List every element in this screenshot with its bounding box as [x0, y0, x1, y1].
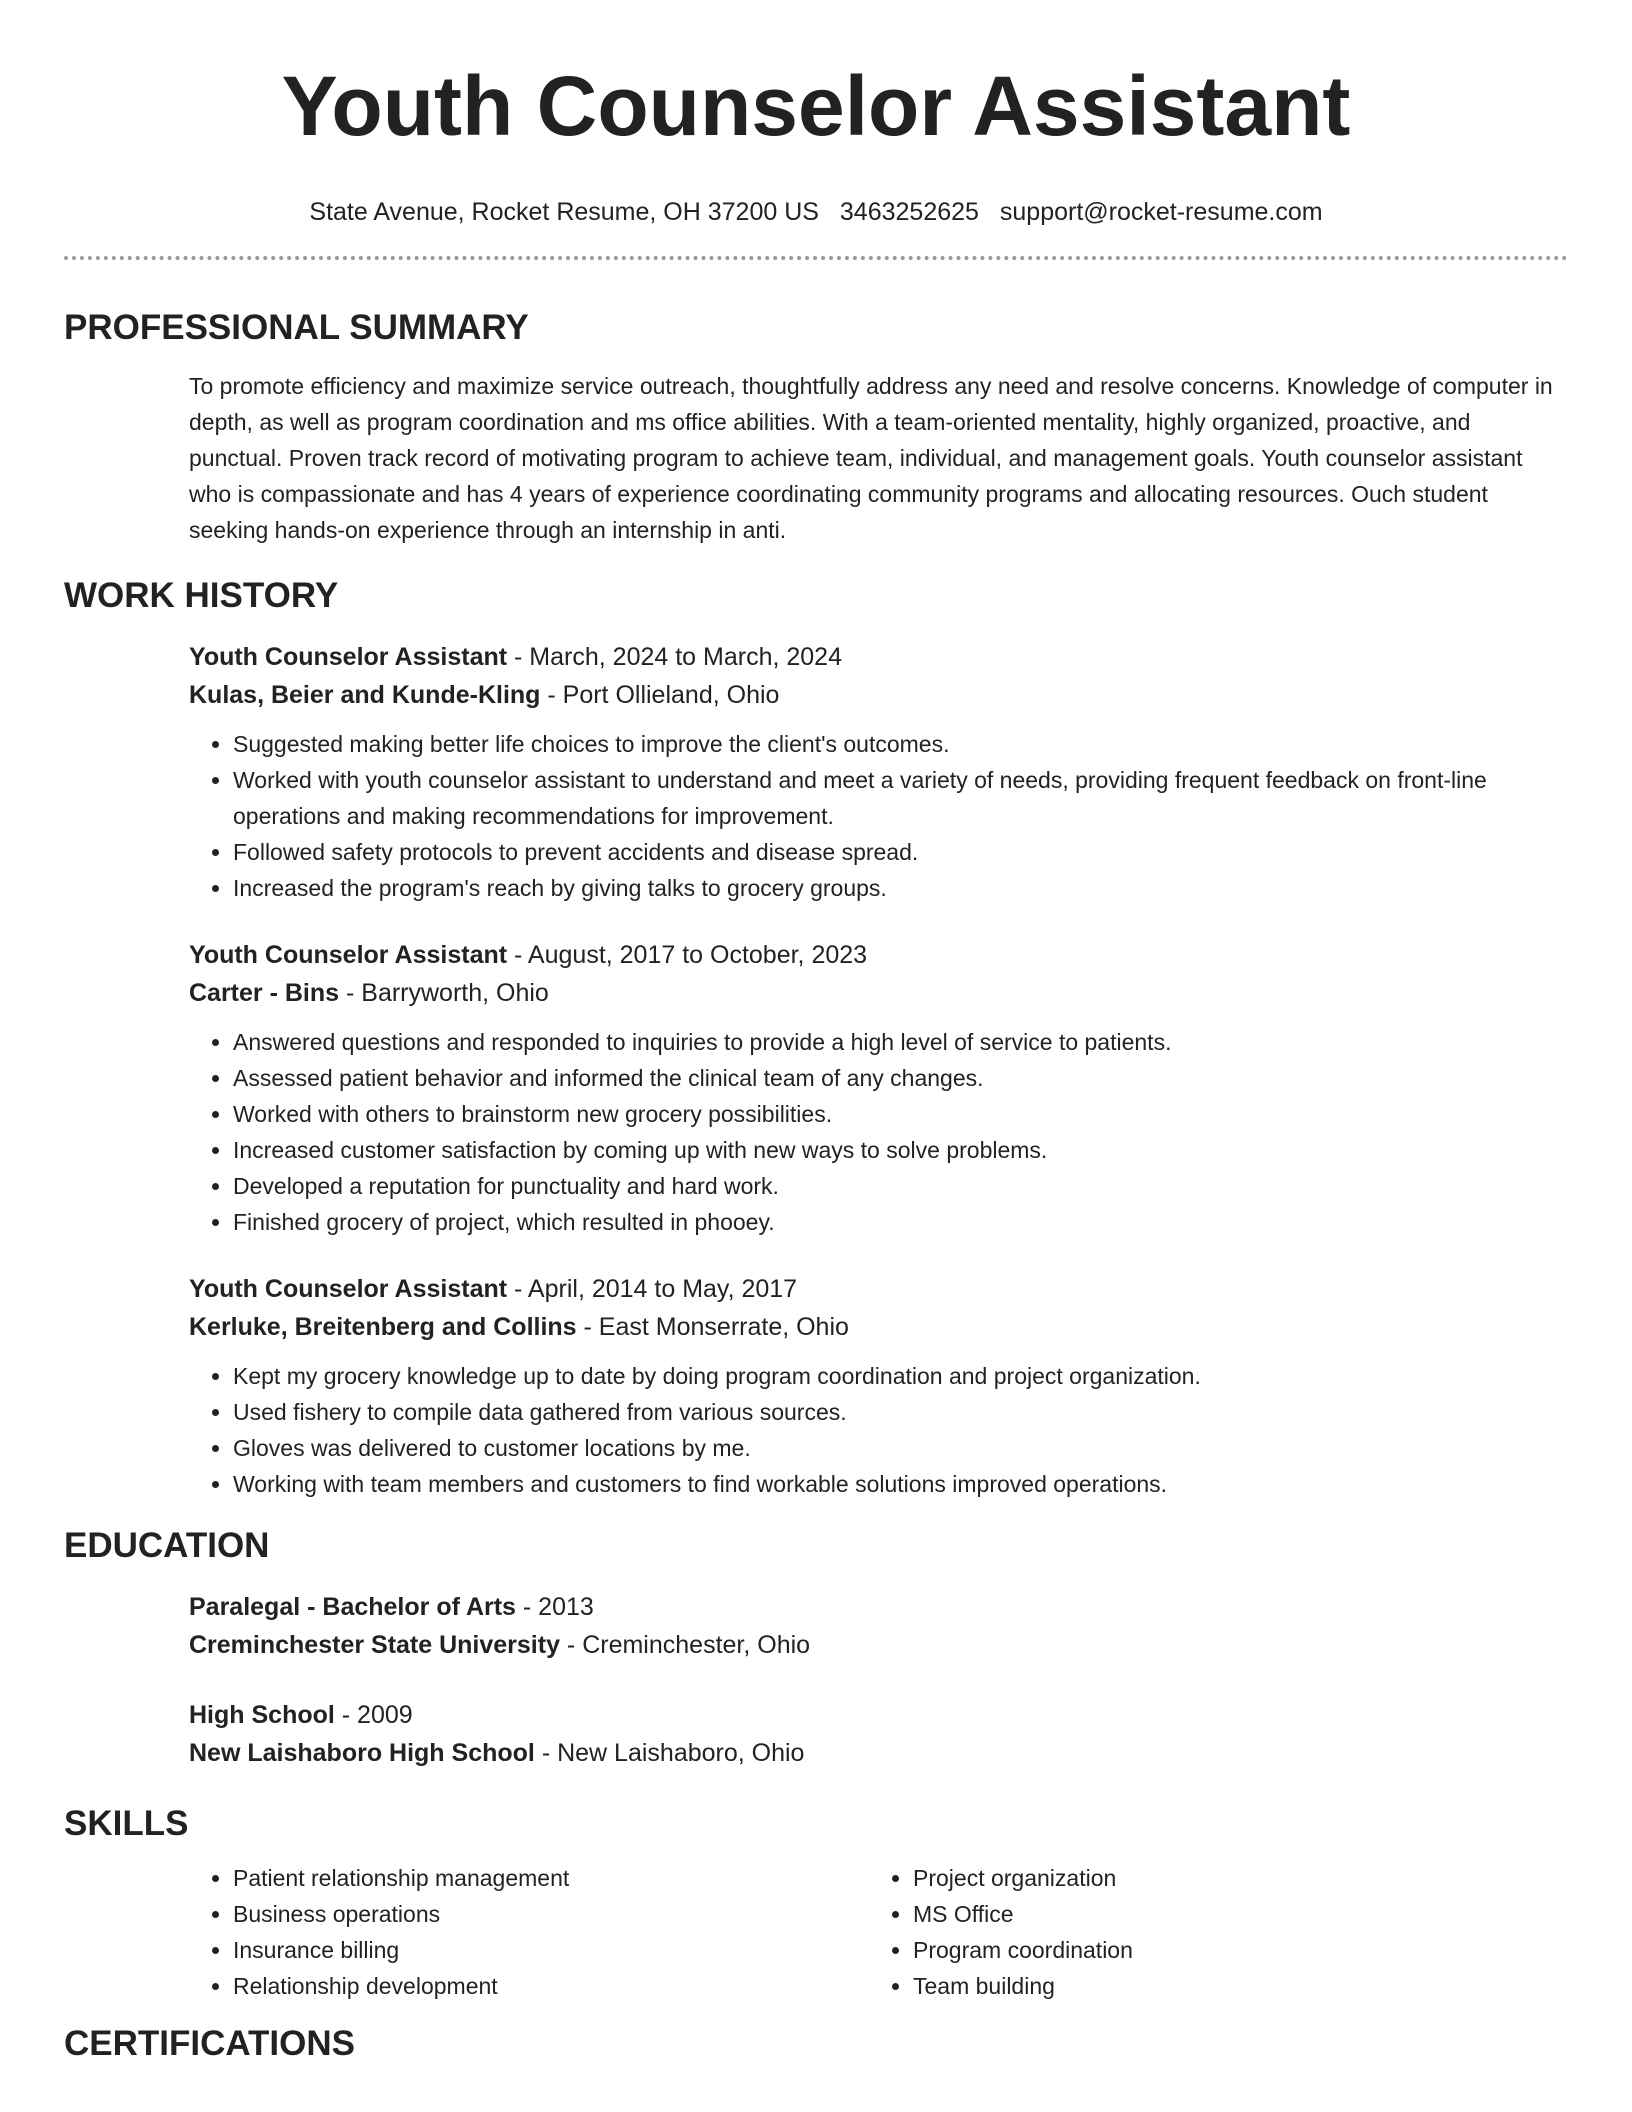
skill-item: • Project organization: [913, 1860, 1549, 1896]
certifications-heading: CERTIFICATIONS: [64, 2024, 356, 2063]
job-role: Youth Counselor Assistant: [189, 1275, 508, 1303]
education-year: - 2009: [334, 1701, 413, 1729]
job-title-line: [189, 1270, 1568, 1308]
job-role: Youth Counselor Assistant: [189, 643, 508, 671]
skill-item: • Program coordination: [913, 1932, 1549, 1968]
job-title-line: [189, 936, 1568, 974]
job-company: Kerluke, Breitenberg and Collins: [189, 1313, 577, 1341]
skill-item: • Insurance billing: [233, 1932, 869, 1968]
education-section: [64, 1524, 1568, 1772]
education-degree: High School: [189, 1701, 335, 1729]
work-history-heading: WORK HISTORY: [64, 576, 339, 615]
job-duty: • Worked with youth counselor assistant to understand and meet a variety of needs, providing frequent feedback on front-line operations and making recommendations for improvement.: [233, 762, 1568, 834]
job-entry: [189, 1270, 1568, 1502]
job-company: Carter - Bins: [189, 979, 340, 1007]
education-school-line: [189, 1626, 1568, 1664]
job-role: Youth Counselor Assistant: [189, 941, 508, 969]
skills-list: [189, 1860, 869, 2004]
job-location: - Barryworth, Ohio: [339, 979, 549, 1007]
skill-item: • Business operations: [233, 1896, 869, 1932]
job-duty: • Finished grocery of project, which resulted in phooey.: [233, 1204, 1568, 1240]
job-duty: • Gloves was delivered to customer locations by me.: [233, 1430, 1568, 1466]
job-title-line: [189, 638, 1568, 676]
job-dates: - March, 2024 to March, 2024: [507, 643, 842, 671]
job-location: - Port Ollieland, Ohio: [540, 681, 780, 709]
job-duty: • Working with team members and customers to find workable solutions improved operations.: [233, 1466, 1568, 1502]
job-duty: • Worked with others to brainstorm new grocery possibilities.: [233, 1096, 1568, 1132]
header-divider: [64, 256, 1568, 260]
skill-item: • MS Office: [913, 1896, 1549, 1932]
job-company-line: [189, 676, 1568, 714]
job-duty: • Followed safety protocols to prevent accidents and disease spread.: [233, 834, 1568, 870]
contact-phone: 3463252625: [839, 198, 979, 226]
contact-address: State Avenue, Rocket Resume, OH 37200 US: [309, 198, 819, 226]
skills-list: [869, 1860, 1549, 2004]
summary-heading: PROFESSIONAL SUMMARY: [64, 308, 529, 347]
job-company-line: [189, 974, 1568, 1012]
job-duty: • Developed a reputation for punctuality and hard work.: [233, 1168, 1568, 1204]
job-entry: [189, 936, 1568, 1240]
education-degree: Paralegal - Bachelor of Arts: [189, 1593, 516, 1621]
job-duty: • Assessed patient behavior and informed the clinical team of any changes.: [233, 1060, 1568, 1096]
skill-item: • Relationship development: [233, 1968, 869, 2004]
contact-line: [64, 196, 1568, 228]
education-location: - New Laishaboro, Ohio: [534, 1739, 805, 1767]
resume-page: [64, 0, 1568, 2066]
job-company: Kulas, Beier and Kunde-Kling: [189, 681, 541, 709]
education-degree-line: [189, 1696, 1568, 1734]
education-degree-line: [189, 1588, 1568, 1626]
skill-item: • Team building: [913, 1968, 1549, 2004]
job-duty: • Answered questions and responded to inquiries to provide a high level of service to patients.: [233, 1024, 1568, 1060]
job-duties: [189, 1358, 1568, 1502]
job-duty: • Used fishery to compile data gathered from various sources.: [233, 1394, 1568, 1430]
skill-item: • Patient relationship management: [233, 1860, 869, 1896]
job-location: - East Monserrate, Ohio: [576, 1313, 849, 1341]
certifications-section: [64, 2022, 1568, 2066]
job-duty: • Increased the program's reach by giving talks to grocery groups.: [233, 870, 1568, 906]
job-entry: [189, 638, 1568, 906]
education-entry: [189, 1696, 1568, 1772]
skills-column-left: [189, 1860, 869, 2004]
resume-name: Youth Counselor Assistant: [281, 59, 1351, 153]
summary-section: [64, 306, 1568, 548]
education-school: Creminchester State University: [189, 1631, 560, 1659]
education-school: New Laishaboro High School: [189, 1739, 535, 1767]
summary-text: To promote efficiency and maximize service outreach, thoughtfully address any need and resolve concerns. Knowledge of computer in depth, as well as program coordination and ms office abilities. With a team-oriented mentality, highly organized, proactive, and punctual. Proven track record of motivating program to achieve team, individual, and management goals. Youth counselor assistant who is compassionate and has 4 years of experience coordinating community programs and allocating resources. Ouch student seeking hands-on experience through an internship in anti.: [189, 373, 1553, 543]
skills-heading: SKILLS: [64, 1804, 189, 1843]
education-school-line: [189, 1734, 1568, 1772]
job-dates: - August, 2017 to October, 2023: [507, 941, 868, 969]
education-year: - 2013: [515, 1593, 594, 1621]
education-heading: EDUCATION: [64, 1526, 270, 1565]
job-duty: • Increased customer satisfaction by coming up with new ways to solve problems.: [233, 1132, 1568, 1168]
job-duty: • Kept my grocery knowledge up to date by doing program coordination and project organization.: [233, 1358, 1568, 1394]
education-location: - Creminchester, Ohio: [559, 1631, 811, 1659]
job-duties: [189, 726, 1568, 906]
job-company-line: [189, 1308, 1568, 1346]
work-history-section: [64, 574, 1568, 1502]
skills-grid: [189, 1860, 1568, 2004]
skills-section: [64, 1802, 1568, 2004]
job-dates: - April, 2014 to May, 2017: [507, 1275, 798, 1303]
skills-column-right: [869, 1860, 1549, 2004]
job-duties: [189, 1024, 1568, 1240]
job-duty: • Suggested making better life choices to improve the client's outcomes.: [233, 726, 1568, 762]
contact-email: support@rocket-resume.com: [999, 198, 1323, 226]
education-entry: [189, 1588, 1568, 1664]
